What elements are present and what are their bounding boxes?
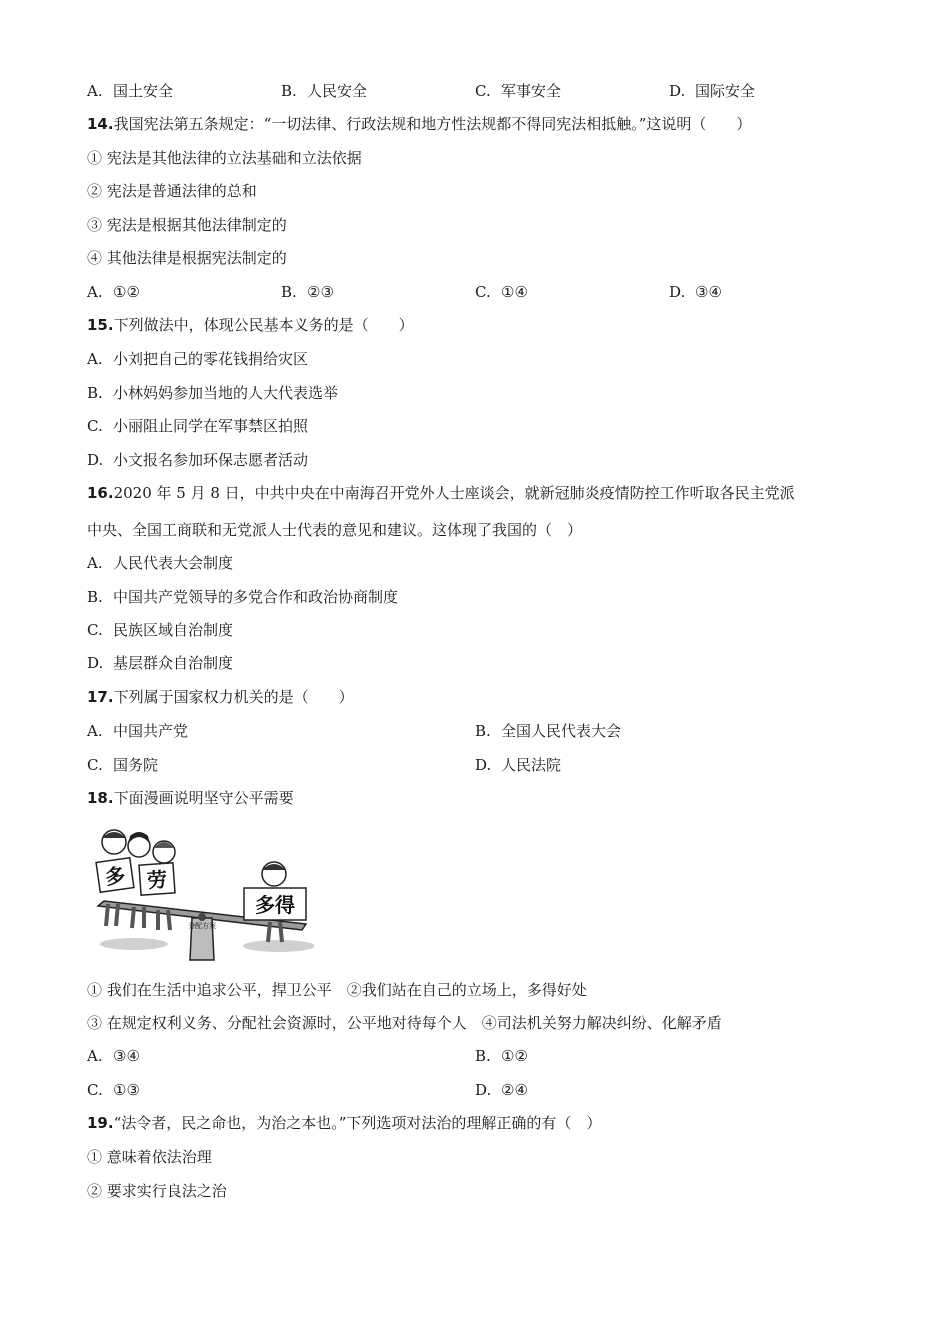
q18-stem: 18.下面漫画说明坚守公平需要 bbox=[87, 789, 294, 807]
q17-option-b: B. 全国人民代表大会 bbox=[475, 722, 622, 740]
q18-statement-2: ③ 在规定权利义务、分配社会资源时，公平地对待每个人 ④司法机关努力解决纠纷、化解矛盾 bbox=[87, 1014, 722, 1032]
q19-stem: 19.“法令者，民之命也，为治之本也。”下列选项对法治的理解正确的有（ ） bbox=[87, 1114, 602, 1132]
q19-statement-1: ① 意味着依法治理 bbox=[87, 1148, 212, 1166]
q14-statement-3: ③ 宪法是根据其他法律制定的 bbox=[87, 216, 287, 234]
q15-option-d: D. 小文报名参加环保志愿者活动 bbox=[87, 451, 309, 469]
q14-option-b: B. ②③ bbox=[281, 283, 334, 301]
q17-option-a: A. 中国共产党 bbox=[87, 722, 189, 740]
q14-option-a: A. ①② bbox=[87, 283, 140, 301]
q16-stem-line2: 中央、全国工商联和无党派人士代表的意见和建议。这体现了我国的（ ） bbox=[87, 521, 583, 539]
q17-stem: 17.下列属于国家权力机关的是（ ） bbox=[87, 688, 354, 706]
q13-option-b: B. 人民安全 bbox=[281, 82, 368, 100]
q18-option-a: A. ③④ bbox=[87, 1047, 140, 1065]
q18-statement-1: ① 我们在生活中追求公平，捍卫公平 ②我们站在自己的立场上，多得好处 bbox=[87, 981, 587, 999]
q15-stem: 15.下列做法中，体现公民基本义务的是（ ） bbox=[87, 316, 414, 334]
q16-option-d: D. 基层群众自治制度 bbox=[87, 654, 234, 672]
q14-stem: 14.我国宪法第五条规定：“一切法律、行政法规和地方性法规都不得同宪法相抵触。”这说明（ ） bbox=[87, 115, 752, 133]
q16-option-b: B. 中国共产党领导的多党合作和政治协商制度 bbox=[87, 588, 399, 606]
q15-option-b: B. 小林妈妈参加当地的人大代表选举 bbox=[87, 384, 339, 402]
ground-shadow-left bbox=[100, 938, 168, 950]
q18-seesaw-cartoon bbox=[94, 822, 314, 964]
sign-left-2-text: 劳 bbox=[146, 867, 168, 893]
svg-text:分配方案 bbox=[188, 921, 216, 930]
q16-option-c: C. 民族区域自治制度 bbox=[87, 621, 234, 639]
q15-option-c: C. 小丽阻止同学在军事禁区拍照 bbox=[87, 417, 309, 435]
sign-left-1-text: 多 bbox=[103, 862, 127, 890]
q13-option-c: C. 军事安全 bbox=[475, 82, 562, 100]
q15-option-a: A. 小刘把自己的零花钱捐给灾区 bbox=[87, 350, 309, 368]
q13-option-d: D. 国际安全 bbox=[669, 82, 756, 100]
ground-shadow-right bbox=[243, 940, 314, 952]
q16-stem-line1: 16.2020 年 5 月 8 日，中共中央在中南海召开党外人士座谈会，就新冠肺炎疫情防控工作听取各民主党派 bbox=[87, 484, 795, 502]
pivot-bolt bbox=[198, 913, 206, 921]
q16-option-a: A. 人民代表大会制度 bbox=[87, 554, 234, 572]
q17-option-d: D. 人民法院 bbox=[475, 756, 562, 774]
q18-option-c: C. ①③ bbox=[87, 1081, 140, 1099]
sign-right-text: 多得 bbox=[255, 893, 295, 917]
post-label: 分配方案 bbox=[188, 922, 216, 930]
q19-statement-2: ② 要求实行良法之治 bbox=[87, 1182, 227, 1200]
q14-statement-2: ② 宪法是普通法律的总和 bbox=[87, 182, 257, 200]
q14-option-d: D. ③④ bbox=[669, 283, 722, 301]
q13-option-a: A. 国土安全 bbox=[87, 82, 174, 100]
q18-option-b: B. ①② bbox=[475, 1047, 528, 1065]
q17-option-c: C. 国务院 bbox=[87, 756, 159, 774]
q14-option-c: C. ①④ bbox=[475, 283, 528, 301]
q14-statement-1: ① 宪法是其他法律的立法基础和立法依据 bbox=[87, 149, 362, 167]
q14-statement-4: ④ 其他法律是根据宪法制定的 bbox=[87, 249, 287, 267]
q18-option-d: D. ②④ bbox=[475, 1081, 528, 1099]
